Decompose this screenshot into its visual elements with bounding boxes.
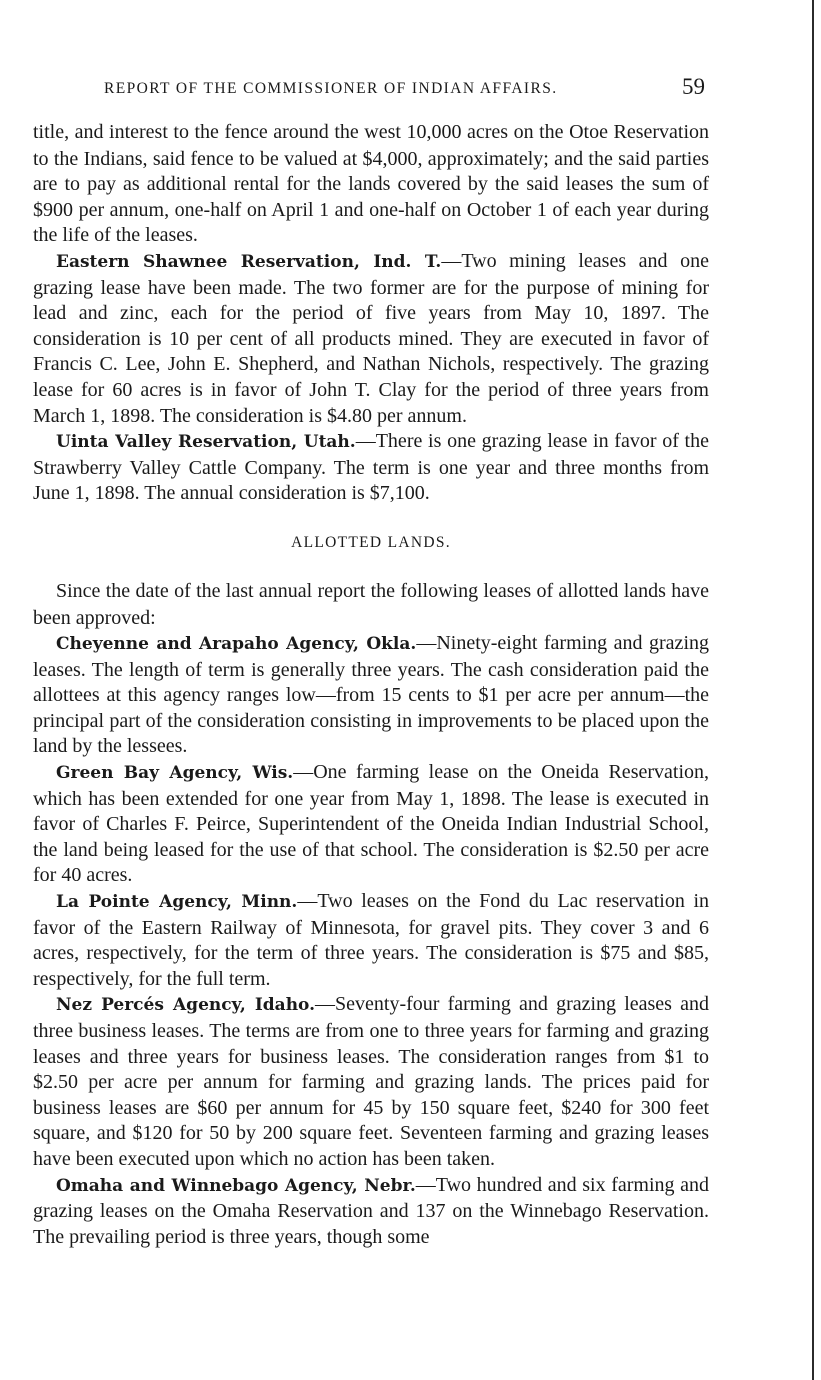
paragraph-lead: Green Bay Agency, Wis. [56,763,294,784]
paragraph-text: —Ninety-eight farming and grazing leases. The length of term is generally three years. The cash consideration paid the allottees at this agency ranges low—from 15 cents to $1 per acre per annum—the principal part of the consideration consisting in improvements to be placed upon the land by the lessees. [33,632,709,758]
paragraph [33,120,709,249]
paragraph-lead: Eastern Shawnee Reservation, Ind. T. [56,251,442,272]
paragraph-lead: Cheyenne and Arapaho Agency, Okla. [56,634,417,655]
paragraph-text: —Two hundred and six farming and grazing leases on the Omaha Reservation and 137 on the Winnebago Reservation. The prevailing period is three years, though some [33,1173,709,1248]
paragraph-text: —There is one grazing lease in favor of the Strawberry Valley Cattle Company. The term is one year and three months from June 1, 1898. The annual consideration is $7,100. [33,430,709,505]
section-heading: ALLOTTED LANDS. [291,533,451,551]
paragraph [33,889,709,992]
paragraph [33,631,709,760]
body-text [33,120,709,1250]
page-edge-rule [812,0,814,1380]
paragraph [33,579,709,631]
paragraph-lead: Omaha and Winnebago Agency, Nebr. [56,1175,416,1196]
paragraph [33,429,709,507]
paragraph-lead: La Pointe Agency, Minn. [56,892,298,913]
paragraph-text: —Seventy-four farming and grazing leases and three business leases. The terms are from one to three years for farming and grazing leases and three years for business leases. The consideration ranges from $1 to $2.50 per acre per annum for farming and grazing lands. The prices paid for business leases are $60 per annum for 45 by 150 square feet, $240 for 300 feet square, and $120 for 50 by 200 square feet. Seventeen farming and grazing leases have been executed upon which no action has been taken. [33,993,709,1170]
paragraph [33,1173,709,1251]
paragraph-text: —One farming lease on the Oneida Reservation, which has been extended for one year from May 1, 1898. The lease is executed in favor of Charles F. Peirce, Superintendent of the Oneida Indian Industrial School, the land being leased for the use of that school. The consideration is $2.50 per acre for 40 acres. [33,761,709,887]
paragraph-text: Since the date of the last annual report the following leases of allotted lands have been approved: [33,579,709,629]
paragraph-text: title, and interest to the fence around the west 10,000 acres on the Otoe Reservation to the Indians, said fence to be valued at $4,000, approximately; and the said parties are to pay as additional rental for the lands covered by the said leases the sum of $900 per annum, one-half on April 1 and one-half on October 1 of each year during the life of the leases. [33,121,709,247]
paragraph [33,249,709,429]
paragraph [33,760,709,889]
paragraph-lead: Nez Percés Agency, Idaho. [56,995,316,1016]
paragraph-text: —Two mining leases and one grazing lease have been made. The two former are for the purpose of mining for lead and zinc, each for the period of five years from May 10, 1897. The consideration is 10 per cent of all products mined. They are executed in favor of Francis C. Lee, John E. Shepherd, and Nathan Nichols, respectively. The grazing lease for 60 acres is in favor of John T. Clay for the period of three years from March 1, 1898. The consideration is $4.80 per annum. [33,249,709,427]
running-title: REPORT OF THE COMMISSIONER OF INDIAN AFFAIRS. [104,80,558,97]
page-number: 59 [682,74,705,99]
paragraph-lead: Uinta Valley Reservation, Utah. [56,432,356,453]
paragraph [33,992,709,1172]
paragraph-text: —Two leases on the Fond du Lac reservation in favor of the Eastern Railway of Minnesota, for gravel pits. They cover 3 and 6 acres, respectively, for the term of three years. The consideration is $75 and $85, respectively, for the full term. [33,890,710,990]
